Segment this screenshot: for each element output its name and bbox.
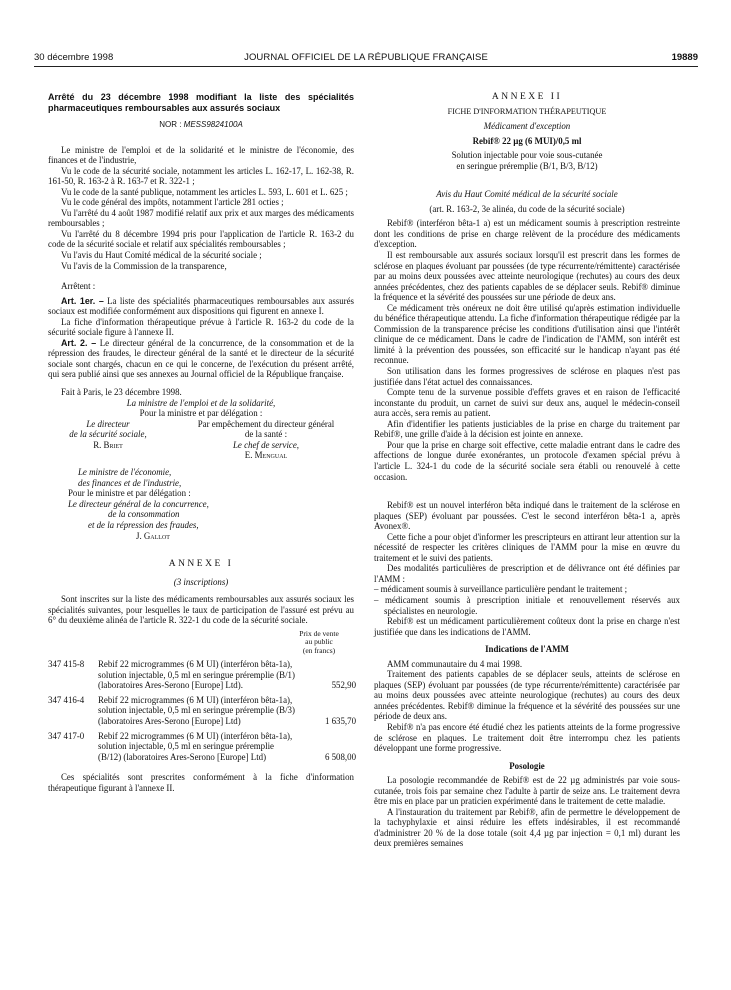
form-line-2: en seringue préremplie (B/1, B/3, B/12): [456, 160, 598, 171]
header-date: 30 décembre 1998: [34, 52, 114, 63]
info-paragraph: Rebif® est un nouvel interféron bêta indiqué dans le traitement de la sclérose en plaques (SEP) évoluant par poussées. C'est le second interféron bêta-1 a, après Avonex®.: [374, 500, 680, 532]
left-column: [48, 92, 354, 793]
avis-paragraph: Pour que la prise en charge soit effective, cette maladie entrant dans le cadre des affections de longue durée exonérantes, un protocole d'examen spécial prévu à l'article L. 324-1 du code de la sécurité sociale sera établi ou renouvelé à cette occasion.: [374, 439, 680, 482]
article-2-text: Le directeur général de la concurrence, de la consommation et de la répression des fraudes, le directeur général de la santé et le directeur de la sécurité sociale sont chargés, chacun en ce qui le concerne, de l'exécution du présent arrêté, qui sera publié ainsi que ses annexes au Journal officiel de la République française.: [48, 337, 354, 380]
medication-entry: [48, 659, 354, 691]
page-header: [34, 52, 698, 66]
signature-title-4: de la santé :: [244, 429, 288, 440]
list-item: – médicament soumis à surveillance particulière pendant le traitement ;: [374, 584, 628, 595]
avis-paragraph: Rebif® (interféron bêta-1 a) est un médicament soumis à prescription restreinte dont les conditions de prise en charge relèvent de la procédure des médicaments d'exception.: [374, 218, 680, 250]
medication-description: Rebif 22 microgrammes (6 M UI) (interféron bêta-1a), solution injectable, 0,5 ml en seringue préremplie (B/3) (laboratoires Ares-Serono [Europe] Ltd): [98, 694, 295, 727]
form-line-1: Solution injectable pour voie sous-cutanée: [451, 150, 603, 161]
delegation-2: Pour le ministre et par délégation :: [68, 488, 191, 499]
signature-title-1: Le directeur: [86, 418, 130, 429]
annex-1-subtitle: (3 inscriptions): [173, 576, 229, 587]
indications-heading: Indications de l'AMM: [485, 644, 569, 655]
medication-description: Rebif 22 microgrammes (6 M UI) (interféron bêta-1a), solution injectable, 0,5 ml en seringue préremplie (B/1) (laboratoires Ares-Serono [Europe] Ltd).: [98, 659, 295, 691]
avis-heading: Avis du Haut Comité médical de la sécurité sociale: [436, 189, 618, 200]
article-1-text: La liste des spécialités pharmaceutiques remboursables aux assurés sociaux est modifiée conformément aux dispositions qui figurent en annexe I.: [48, 295, 355, 317]
header-page-number: 19889: [671, 52, 698, 63]
price-header-line: Prix de vente: [299, 628, 339, 638]
fiche-title: FICHE D'INFORMATION THÉRAPEUTIQUE: [447, 106, 607, 116]
signature-title-3: Par empêchement du directeur général: [197, 418, 335, 429]
intro-paragraph: Le ministre de l'emploi et de la solidarité et le ministre de l'économie, des finances et de l'industrie,: [48, 144, 354, 166]
medication-price: 6 508,00: [324, 751, 356, 762]
cip-code: 347 415-8: [48, 659, 85, 670]
list-item: – médicament soumis à prescription initiale et renouvellement réservés aux spécialistes en neurologie.: [374, 594, 680, 616]
dgccrf-line-1: Le directeur général de la concurrence,: [68, 498, 209, 509]
medicament-exception: Médicament d'exception: [483, 121, 571, 132]
signature-gallot: J. Gallot: [136, 530, 170, 541]
dgccrf-line-3: et de la répression des fraudes,: [88, 519, 199, 530]
annex-1-closing: Ces spécialités sont prescrites conformément à la fiche d'information thérapeutique figurant à l'annexe II.: [48, 772, 354, 793]
intro-paragraph: Vu le code de la sécurité sociale, notamment les articles L. 162-17, L. 162-38, R. 161-50, R. 163-2 à R. 163-7 et R. 322-1 ;: [48, 165, 354, 187]
header-rule: [34, 66, 698, 67]
medication-description: Rebif 22 microgrammes (6 M UI) (interféron bêta-1a), solution injectable, 0,5 ml en seringue préremplie (B/12) (laboratoires Ares-Serono [Europe] Ltd): [98, 730, 293, 762]
medication-price: 1 635,70: [324, 716, 356, 727]
minister-2-block: [78, 467, 354, 488]
product-name: Rebif® 22 µg (6 MUI)/0,5 ml: [472, 135, 582, 146]
dgccrf-line-2: de la consommation: [108, 509, 180, 520]
medication-entry: [48, 695, 354, 727]
decree-title: Arrêté du 23 décembre 1998 modifiant la liste des spécialités pharmaceutiques remboursables aux assurés sociaux: [48, 92, 354, 113]
minister-1: La ministre de l'emploi et de la solidarité,: [126, 397, 276, 408]
intro-paragraph: Vu le code général des impôts, notamment l'article 281 octies ;: [61, 197, 284, 208]
info-paragraph: Rebif® est un médicament particulièrement coûteux dont la prise en charge n'est justifiée que dans les indications de l'AMM.: [374, 616, 680, 637]
signature-title-5: Le chef de service,: [232, 439, 300, 450]
article-1: [48, 296, 354, 317]
signature-title-2: de la sécurité sociale,: [69, 429, 147, 440]
indications-paragraph: Rebif® n'a pas encore été étudié chez les patients atteints de la forme progressive de sclérose en plaques. Le traitement doit être interrompu chez les patients développant une forme progressive.: [374, 721, 680, 754]
intro-paragraph: Vu l'avis du Haut Comité médical de la sécurité sociale ;: [61, 250, 262, 261]
article-2: [48, 338, 354, 380]
indications-paragraph: Traitement des patients capables de se déplacer seuls, atteints de sclérose en plaques (SEP) évoluant par poussées (de type récurrente/rémittente) caractérisée par au moins deux poussées avec atteinte neurologique (rechutes) au cours des deux années précédentes. Rebif® diminue la fréquence et la sévérité des poussées sur une période de deux ans.: [374, 669, 680, 722]
signatures-block: [48, 419, 354, 450]
info-paragraph: Des modalités particulières de prescription et de délivrance ont été définies par l'AMM :: [374, 563, 680, 584]
avis-paragraph: Son utilisation dans les formes progressives de sclérose en plaques n'est pas justifiée dans l'état actuel des connaissances.: [374, 366, 680, 387]
article-reference: (art. R. 163-2, 3e alinéa, du code de la sécurité sociale): [429, 203, 625, 214]
posologie-paragraph: A l'instauration du traitement par Rebif®, afin de permettre le développement de la tachyphylaxie et ainsi réduire les effets indésirables, il est recommandé d'administrer 20 % de la dose totale (soit 4,4 µg par injection = 0,1 ml) durant les deux premières semaines: [374, 806, 680, 849]
price-column-header: [286, 630, 352, 656]
avis-paragraph: Compte tenu de la survenue possible d'effets graves et en raison de l'efficacité inconstante du produit, un carnet de suivi sur deux ans, auquel le médecin-conseil aura accès, sera remis au patient.: [374, 387, 680, 419]
medication-entry: [48, 731, 354, 763]
annex-1-intro: Sont inscrites sur la liste des médicaments remboursables aux assurés sociaux les spécialités suivantes, pour lesquelles le taux de participation de l'assuré est prévu au 6° du deuxième alinéa de l'article R. 322-1 du code de la sécurité sociale.: [48, 594, 354, 626]
minister-2-line-1: Le ministre de l'économie,: [78, 467, 172, 478]
cip-code: 347 416-4: [48, 694, 85, 705]
annex-1-title: ANNEXE I: [168, 559, 234, 570]
intro-paragraph: Vu le code de la santé publique, notamment les articles L. 593, L. 601 et L. 625 ;: [61, 186, 348, 197]
arretent: Arrêtent :: [61, 281, 96, 292]
article-1-paragraph-2: La fiche d'information thérapeutique prévue à l'article R. 163-2 du code de la sécurité sociale figure à l'annexe II.: [48, 316, 354, 338]
nor-reference: [48, 120, 354, 131]
nor-label: NOR :: [159, 120, 182, 129]
nor-code: MESS9824100A: [183, 120, 243, 129]
article-2-label: Art. 2. –: [61, 337, 97, 348]
intro-paragraph: Vu l'avis de la Commission de la transparence,: [61, 260, 227, 271]
article-1-label: Art. 1er. –: [61, 295, 104, 306]
minister-2-line-2: des finances et de l'industrie,: [78, 477, 182, 488]
posologie-paragraph: La posologie recommandée de Rebif® est de 22 µg administrés par voie sous-cutanée, trois fois par semaine chez l'adulte à partir de seize ans. Le traitement devra être mis en place par un praticien expérimenté dans le traitement de cette maladie.: [374, 775, 680, 807]
fait-a-paris: Fait à Paris, le 23 décembre 1998.: [61, 387, 182, 398]
info-paragraph: Cette fiche a pour objet d'informer les prescripteurs en attirant leur attention sur la nécessité de respecter les critères cliniques de l'AMM pour la mise en œuvre du traitement et le suivi des patients.: [374, 531, 680, 563]
signature-menguai: E. Mengual: [244, 449, 288, 460]
avis-paragraph: Ce médicament très onéreux ne doit être utilisé qu'après estimation individuelle du bénéfice thérapeutique attendu. La fiche d'information thérapeutique rédigée par la Commission de la transparence précise les conditions d'utilisation ainsi que l'intérêt clinique de ce médicament. Dans le cadre de l'indication de l'AMM, son intérêt est limité à la prévention des poussées, son efficacité sur le handicap n'ayant pas été reconnue.: [374, 302, 680, 366]
price-header-line: (en francs): [302, 645, 336, 655]
amm-date: AMM communautaire du 4 mai 1998.: [387, 658, 523, 669]
intro-paragraph: Vu l'arrêté du 4 août 1987 modifié relatif aux prix et aux marges des médicaments remboursables ;: [48, 207, 354, 229]
right-column: [374, 92, 680, 849]
avis-paragraph: Afin d'identifier les patients justiciables de la prise en charge du traitement par Rebif®, une grille d'aide à la décision est jointe en annexe.: [374, 418, 680, 440]
posologie-heading: Posologie: [509, 760, 545, 771]
cip-code: 347 417-0: [48, 730, 85, 741]
avis-paragraph: Il est remboursable aux assurés sociaux lorsqu'il est prescrit dans les formes de sclérose en plaques évoluant par poussées (de type récurrente/rémittente) caractérisée par au moins deux poussées avec atteinte neurologique (rechutes) au cours des deux années précédentes, chez des patients capables de se déplacer seuls. Rebif® diminue la fréquence et la sévérité des poussées sur une période de deux ans.: [374, 250, 680, 303]
signature-briet: R. Briet: [93, 439, 123, 450]
medication-price: 552,90: [331, 680, 356, 691]
annex-2-title: ANNEXE II: [491, 92, 563, 102]
intro-paragraph: Vu l'arrêté du 8 décembre 1994 pris pour l'application de l'article R. 163-2 du code de la sécurité sociale et relatif aux spécialités remboursables ;: [48, 228, 354, 250]
header-journal-title: JOURNAL OFFICIEL DE LA RÉPUBLIQUE FRANÇAISE: [244, 52, 488, 63]
delegation-1: Pour la ministre et par délégation :: [139, 408, 263, 419]
price-header-line: au public: [305, 637, 333, 647]
